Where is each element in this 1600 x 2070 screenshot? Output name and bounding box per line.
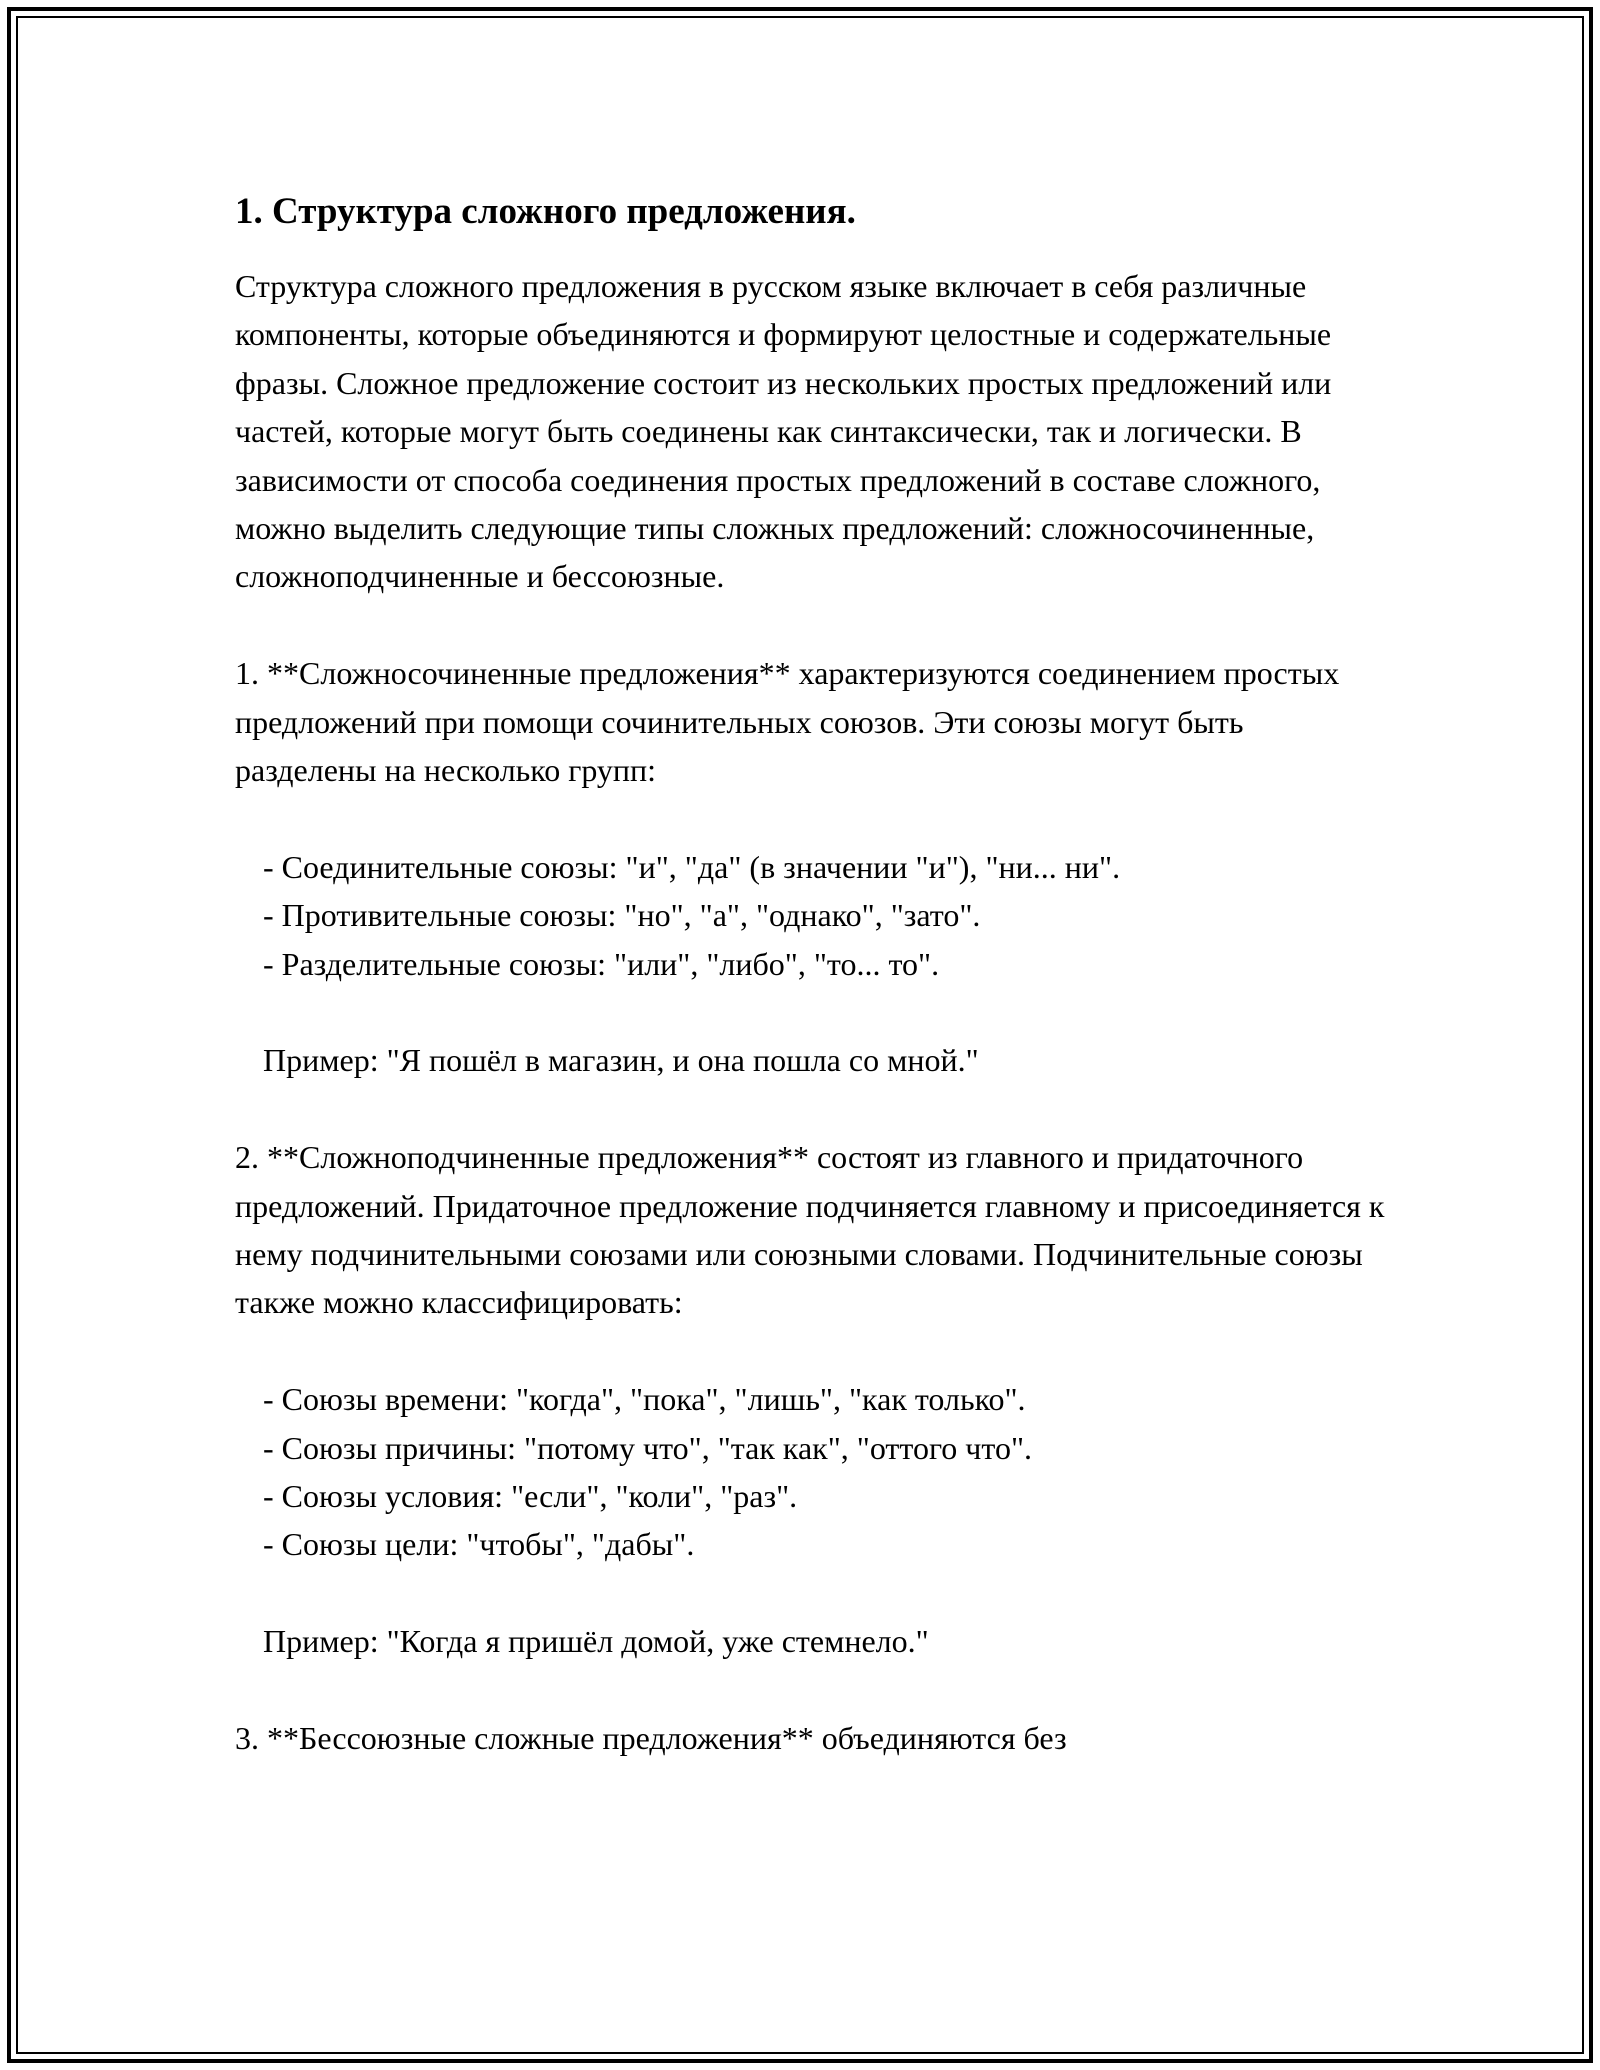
section-heading: 1. Структура сложного предложения.: [235, 191, 856, 232]
section-1-list: [235, 843, 1385, 988]
section-3-paragraph: 3. **Бессоюзные сложные предложения** объединяются без: [235, 1720, 1067, 1757]
section-1-paragraph: 1. **Сложносочиненные предложения** характеризуются соединением простых предложений при помощи сочинительных союзов. Эти союзы могут быть разделены на несколько групп:: [235, 655, 1340, 789]
list-item: - Союзы условия: "если", "коли", "раз".: [263, 1478, 798, 1515]
section-1-example: Пример: "Я пошёл в магазин, и она пошла со мной.": [263, 1042, 979, 1079]
list-item: - Союзы причины: "потому что", "так как", "оттого что".: [263, 1429, 1033, 1466]
document-body: [235, 188, 1385, 1762]
list-item: - Соединительные союзы: "и", "да" (в значении "и"), "ни... ни".: [263, 848, 1121, 885]
list-item: - Противительные союзы: "но", "а", "однако", "зато".: [263, 897, 981, 934]
section-2-paragraph: 2. **Сложноподчиненные предложения** состоят из главного и придаточного предложений. Придаточное предложение подчиняется главному и присоединяется к нему подчинительными союзами или союзными словами. Подчинительные союзы также можно классифицировать:: [235, 1139, 1385, 1321]
section-2-example: Пример: "Когда я пришёл домой, уже стемнело.": [263, 1623, 929, 1660]
section-2-list: [235, 1375, 1385, 1569]
intro-paragraph: Структура сложного предложения в русском языке включает в себя различные компоненты, которые объединяются и формируют целостные и содержательные фразы. Сложное предложение состоит из нескольких простых предложений или частей, которые могут быть соединены как синтаксически, так и логически. В зависимости от способа соединения простых предложений в составе сложного, можно выделить следующие типы сложных предложений: сложносочиненные, сложноподчиненные и бессоюзные.: [235, 268, 1332, 595]
list-item: - Союзы времени: "когда", "пока", "лишь", "как только".: [263, 1381, 1026, 1418]
list-item: - Разделительные союзы: "или", "либо", "то... то".: [263, 945, 940, 982]
list-item: - Союзы цели: "чтобы", "дабы".: [263, 1526, 695, 1563]
